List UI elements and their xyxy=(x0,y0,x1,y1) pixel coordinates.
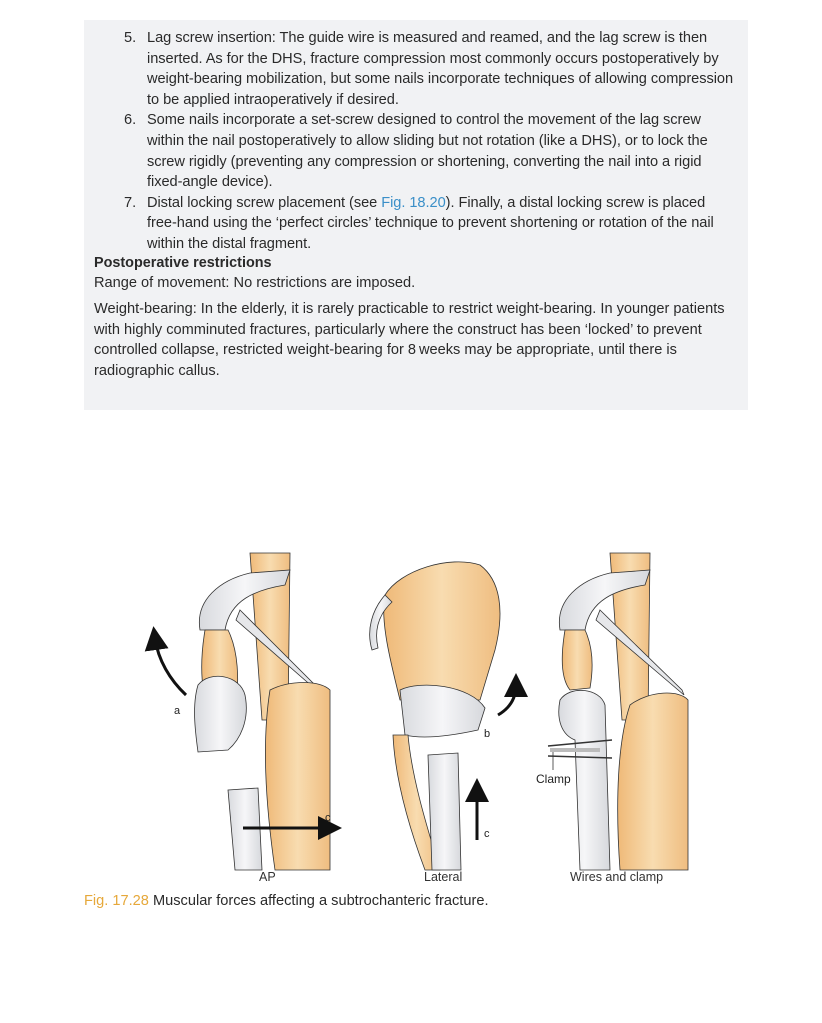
arrow-b-icon xyxy=(498,685,516,715)
label-c-lateral: c xyxy=(484,828,490,840)
femoral-shaft-lateral xyxy=(428,753,461,870)
section-heading: Postoperative restrictions xyxy=(94,255,272,271)
text-box xyxy=(84,20,748,410)
range-of-movement-paragraph: Range of movement: No restrictions are imposed. xyxy=(94,275,416,291)
arrow-a-icon xyxy=(155,638,186,695)
list-text: Some nails incorporate a set-screw designed to control the movement of the lag screw within the nail postoperatively to allow sliding but not rotation (like a DHS), or to lock the screw rigidly (preventing any compression or shortening, converting the nail into a rigid fixed-angle device). xyxy=(147,112,708,191)
label-a: a xyxy=(174,705,181,717)
label-clamp: Clamp xyxy=(536,772,571,786)
list-number: 5. xyxy=(124,30,137,46)
adductor-muscle xyxy=(265,683,330,871)
wires-and-clamp-panel xyxy=(548,553,688,870)
panel-caption-lateral: Lateral xyxy=(424,870,463,884)
illustration xyxy=(0,540,822,900)
figure xyxy=(0,540,822,900)
list-item xyxy=(124,28,734,110)
gluteus-medius-muscle xyxy=(384,562,500,700)
lateral-panel xyxy=(370,562,516,870)
list-text-after: ). Finally, a distal locking screw is placed free-hand using the ‘perfect circles’ technique to prevent shortening or rotation of the nail within the distal fragment. xyxy=(147,194,714,252)
list-number: 6. xyxy=(124,112,137,129)
adductor-muscle-3 xyxy=(618,693,688,870)
list-number: 7. xyxy=(124,194,137,211)
list-item xyxy=(124,193,734,255)
label-b: b xyxy=(484,728,491,740)
panel-caption-ap: AP xyxy=(259,870,276,884)
label-c-ap: c xyxy=(325,812,331,824)
proximal-femur-fragment xyxy=(195,676,247,752)
figure-caption-text: Muscular forces affecting a subtrochanteric fracture. xyxy=(152,893,489,909)
list-text-before: Distal locking screw placement (see xyxy=(147,194,382,211)
figure-caption xyxy=(84,893,489,909)
figure-number: Fig. 17.28 xyxy=(84,893,149,909)
panel-caption-wires-and-clamp: Wires and clamp xyxy=(570,870,664,884)
ap-panel xyxy=(155,553,330,870)
procedure-steps-list xyxy=(124,28,734,255)
list-item xyxy=(124,110,734,192)
list-text: Lag screw insertion: The guide wire is measured and reamed, and the lag screw is then inserted. As for the DHS, fracture compression most commonly occurs postoperatively by weight-bearing mobilization, but some nails incorporate techniques of allowing compression to be applied intraoperatively if desired. xyxy=(147,30,734,108)
gluteus-muscle-3 xyxy=(562,630,592,690)
weight-bearing-paragraph: Weight-bearing: In the elderly, it is rarely practicable to restrict weight-bearing. In younger patients with highly comminuted fractures, particularly where the construct has been ‘locked’ to prevent controlled collapse, restricted weight-bearing for 8 weeks may be appropriate, until there is radiographic callus. xyxy=(94,301,725,379)
figure-link[interactable]: Fig. 18.20 xyxy=(381,194,446,211)
